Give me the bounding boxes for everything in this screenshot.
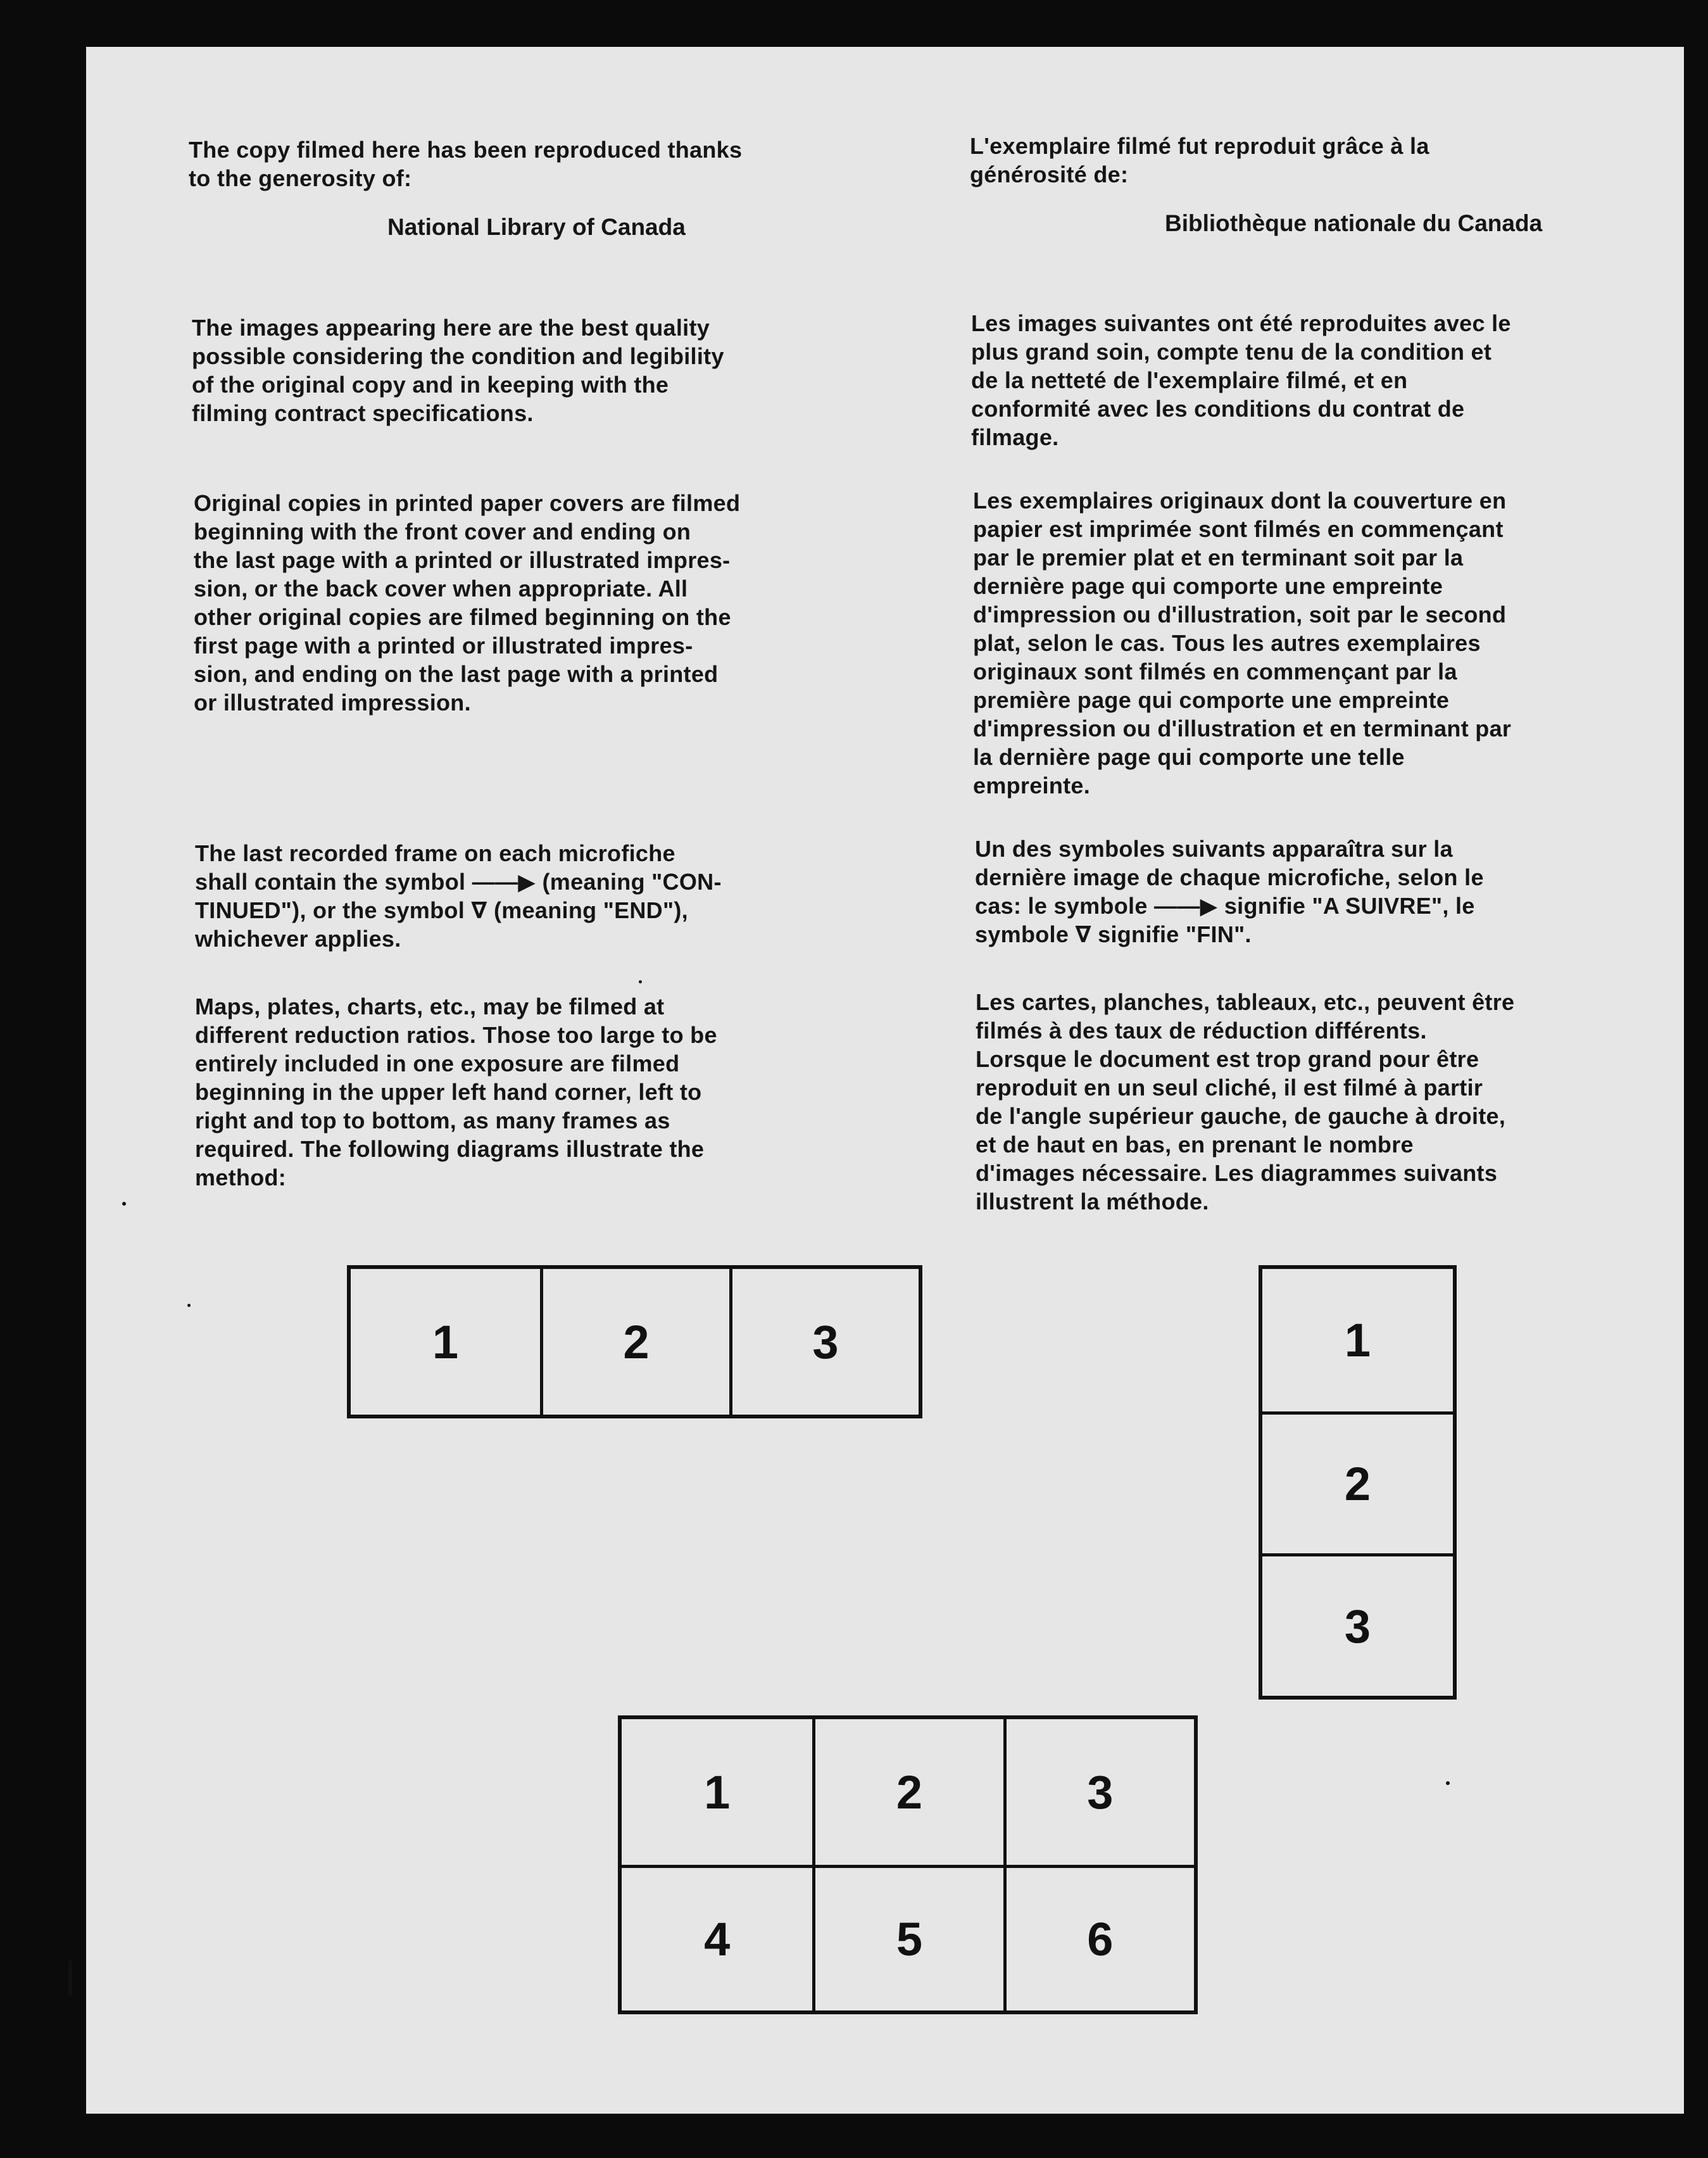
scan-edge-mark bbox=[68, 1960, 72, 1996]
french-symbols-paragraph: Un des symboles suivants apparaîtra sur la dernière image de chaque microfiche, selon le cas: le symbole ——▶ signifie "A SUIVRE", le symbole ∇ signifie "FIN". bbox=[975, 836, 1484, 947]
english-quality-paragraph: The images appearing here are the best quality possible considering the condition and legibility of the original copy and in keeping with the filming contract specifications. bbox=[192, 315, 724, 426]
frame-cell: 3 bbox=[1003, 1719, 1194, 1865]
english-maps-paragraph: Maps, plates, charts, etc., may be filmed at different reduction ratios. Those too large to be entirely included in one exposure are filmed beginning in the upper left hand corner, left to right and top to bottom, as many frames as required. The following diagrams illustrate the method: bbox=[195, 994, 717, 1190]
frame-cell: 1 bbox=[432, 1315, 459, 1368]
scan-speck bbox=[1446, 1781, 1450, 1785]
diagram-horizontal bbox=[347, 1265, 922, 1418]
diagram-grid bbox=[618, 1715, 1198, 2014]
scan-speck bbox=[187, 1304, 191, 1307]
french-covers-paragraph: Les exemplaires originaux dont la couverture en papier est imprimée sont filmés en commençant par le premier plat et en terminant soit par la dernière page qui comporte une empreinte d'impression ou d'illustration, soit par le second plat, selon le cas. Tous les autres exemplaires originaux sont filmés en commençant par la première page qui comporte une empreinte d'impression ou d'illustration et en terminant par la dernière page qui comporte une telle empreinte. bbox=[973, 488, 1512, 798]
french-institution: Bibliothèque nationale du Canada bbox=[1165, 210, 1543, 236]
frame-cell: 1 bbox=[704, 1765, 731, 1819]
french-maps-paragraph: Les cartes, planches, tableaux, etc., peuvent être filmés à des taux de réduction différents. Lorsque le document est trop grand pour être reproduit en un seul cliché, il est filmé à partir de l'angle supérieur gauche, de gauche à droite, et de haut en bas, en prenant le nombre d'images nécessaire. Les diagrammes suivants illustrent la méthode. bbox=[976, 989, 1515, 1215]
scan-speck bbox=[122, 1202, 126, 1206]
frame-cell: 4 bbox=[622, 1865, 812, 2010]
frame-cell: 2 bbox=[812, 1719, 1003, 1865]
english-symbols-paragraph: The last recorded frame on each microfiche shall contain the symbol ——▶ (meaning "CON- TINUED"), or the symbol ∇ (meaning "END"), whichever applies. bbox=[195, 840, 722, 952]
english-intro: The copy filmed here has been reproduced thanks to the generosity of: bbox=[189, 137, 743, 191]
frame-cell: 3 bbox=[1262, 1553, 1453, 1696]
french-intro: L'exemplaire filmé fut reproduit grâce à la générosité de: bbox=[970, 133, 1429, 187]
diagram-vertical bbox=[1259, 1265, 1457, 1700]
frame-cell: 2 bbox=[540, 1269, 729, 1415]
frame-cell: 3 bbox=[729, 1269, 919, 1415]
frame-cell: 5 bbox=[812, 1865, 1003, 2010]
frame-cell: 6 bbox=[1003, 1865, 1194, 2010]
english-institution: National Library of Canada bbox=[387, 214, 686, 240]
scan-speck bbox=[639, 980, 642, 983]
frame-cell: 1 bbox=[1344, 1313, 1371, 1366]
french-quality-paragraph: Les images suivantes ont été reproduites avec le plus grand soin, compte tenu de la condition et de la netteté de l'exemplaire filmé, et en conformité avec les conditions du contrat de filmage. bbox=[971, 310, 1511, 450]
english-covers-paragraph: Original copies in printed paper covers are filmed beginning with the front cover and ending on the last page with a printed or illustrated impres- sion, or the back cover when appropriate. All other original copies are filmed beginning on the first page with a printed or illustrated impres- sion, and ending on the last page with a printed or illustrated impression. bbox=[194, 490, 741, 716]
frame-cell: 2 bbox=[1262, 1411, 1453, 1554]
